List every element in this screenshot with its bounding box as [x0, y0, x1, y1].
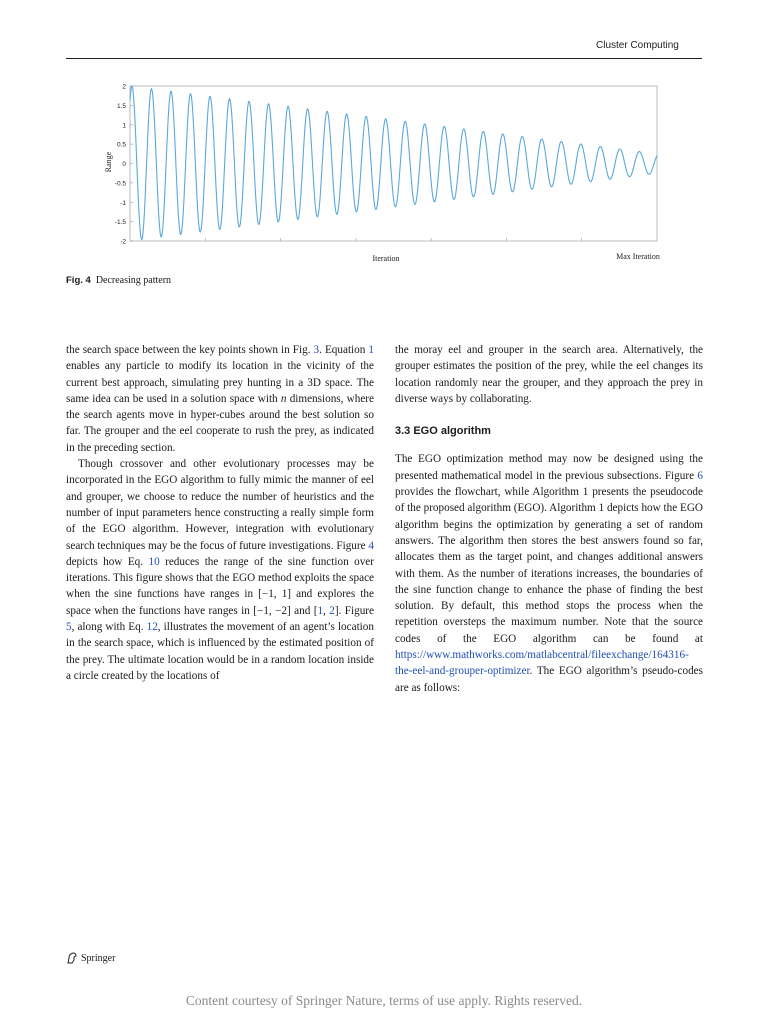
section-heading: 3.3 EGO algorithm	[395, 425, 491, 438]
y-tick-label: 0.5	[116, 141, 126, 149]
plot-frame	[130, 86, 657, 241]
fig-ref-link[interactable]: 6	[697, 469, 703, 482]
figure-caption-text: Decreasing pattern	[95, 275, 172, 286]
header-rule	[66, 58, 702, 59]
publisher-name: Springer	[81, 952, 116, 964]
springer-horse-icon	[66, 952, 78, 964]
eq-ref-link[interactable]: 12	[146, 621, 158, 634]
y-tick-label: 1	[122, 122, 126, 130]
left-column	[66, 342, 374, 684]
paragraph: The EGO optimization method may now be designed using the presented mathematical model in the previous subsections. Figure 6 provides the flowchart, while Algorithm 1 presents the pseudocode of the proposed algorithm (EGO). Algorithm 1 depicts how the EGO algorithm begins the optimization by generating a set of random answers. The algorithm then stores the best answers found so far, allocates them as the target point, and changes additional answers with them. As the number of iterations increases, the boundaries of the sine function change to enhance the phase of finding the best solution. By default, this method stops the process when the repetition oversteps the maximum number. Note that the source codes of the EGO algorithm can be found at https://www.mathworks.com/matlabcentral/fileexchange/164316-the-eel-and-grouper-optimizer. The EGO algorithm’s pseudo-codes are as follows:	[395, 453, 703, 694]
y-tick-label: 2	[122, 83, 126, 91]
y-tick-label: -1	[120, 199, 126, 207]
journal-header: Cluster Computing	[596, 40, 679, 51]
eq-ref-link[interactable]: 10	[148, 555, 160, 568]
y-tick-label: 1.5	[116, 102, 126, 110]
paragraph: the search space between the key points shown in Fig. 3. Equation 1 enables any particle to modify its location in the vicinity of the current best approach, simulating prey hunting in a 3D space. The same idea can be used in a solution space with n dimensions, where the search agents move in hyper-cubes around the best solution so far. The grouper and the eel cooperate to rush the prey, as indicated in the preceding section.	[66, 344, 375, 454]
y-tick-label: -1.5	[114, 219, 126, 227]
publisher-logo	[66, 952, 115, 964]
y-tick-label: -0.5	[114, 180, 126, 188]
y-tick-label: 0	[122, 161, 126, 168]
citation-link[interactable]: 2	[329, 604, 335, 617]
y-tick-label: -2	[120, 238, 126, 246]
x-axis-label-max-iteration: Max Iteration	[616, 252, 660, 261]
copyright-notice: Content courtesy of Springer Nature, terms of use apply. Rights reserved.	[185, 993, 583, 1008]
y-axis-label: Range	[104, 151, 113, 173]
source-code-link[interactable]: https://www.mathworks.com/matlabcentral/fileexchange/164316-the-eel-and-grouper-optimizer	[395, 649, 689, 678]
paragraph: the moray eel and grouper in the search area. Alternatively, the grouper estimates the position of the prey, while the eel changes its location randomly near the grouper, and they approach the prey in diverse ways by collaborating.	[395, 344, 703, 405]
x-axis-ticks	[205, 238, 581, 241]
figure-label: Fig. 4	[66, 275, 91, 286]
fig-ref-link[interactable]: 3	[313, 344, 320, 356]
series-line-decreasing-sine	[130, 86, 657, 239]
eq-ref-link[interactable]: 1	[368, 344, 374, 356]
citation-link[interactable]: 1	[317, 604, 324, 617]
figure-4-chart	[66, 70, 666, 265]
paragraph: Though crossover and other evolutionary processes may be incorporated in the EGO algorithm to fully mimic the manner of eel and grouper, we choose to reduce the number of heuristics and the number of input parameters hence constructing a really simple form of the EGO algorithm. However, integration with evolutionary search techniques may be the focus of future investigations. Figure 4 depicts how Eq. 10 reduces the range of the sine function over iterations. This figure shows that the EGO method exploits the space when the sine functions have ranges in [−1, 1] and explores the space when the functions have ranges in [−1, −2] and [1, 2]. Figure 5, along with Eq. 12, illustrates the movement of an agent’s location in the search space, which is influenced by the estimated position of the prey. The ultimate location would be in a random location inside a circle created by the locations of	[66, 458, 375, 682]
x-axis-label-iteration: Iteration	[372, 254, 400, 263]
fig-ref-link[interactable]: 4	[368, 539, 374, 552]
figure-caption	[66, 275, 171, 286]
right-column	[395, 342, 703, 696]
fig-ref-link[interactable]: 5	[66, 621, 72, 634]
